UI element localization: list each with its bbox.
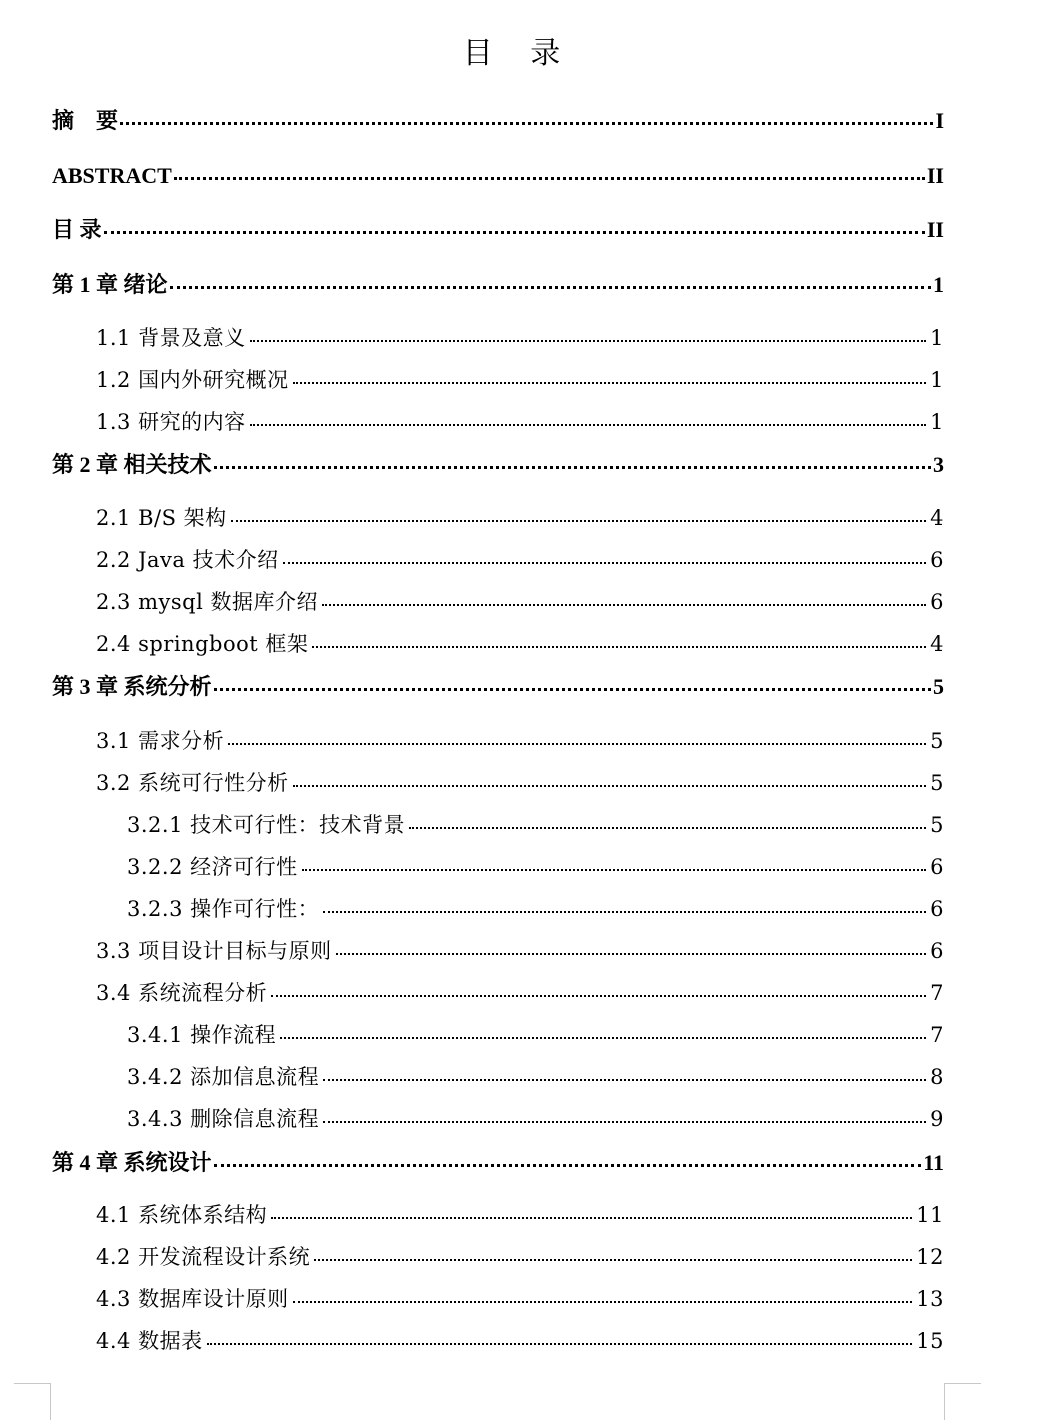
toc-dot-leader: [293, 366, 927, 387]
toc-entry-title: 4.1 系统体系结构: [96, 1203, 268, 1227]
toc-entry-title: 3.2.2 经济可行性: [127, 855, 298, 879]
toc-entry[interactable]: [127, 1103, 944, 1133]
toc-entry[interactable]: [52, 104, 944, 135]
toc-entry-page-number: 12: [916, 1245, 944, 1269]
toc-entry-page-number: 9: [930, 1107, 944, 1131]
toc-entry[interactable]: [127, 1061, 944, 1091]
toc-entry[interactable]: [52, 1146, 944, 1177]
toc-dot-leader: [214, 1148, 922, 1170]
toc-dot-leader: [271, 979, 926, 1000]
toc-entry-page-number: 6: [930, 590, 944, 614]
toc-entry-page-number: 5: [933, 674, 944, 699]
toc-dot-leader: [170, 270, 931, 292]
toc-entry[interactable]: [96, 725, 944, 755]
toc-entry[interactable]: [96, 1199, 944, 1229]
toc-entry-page-number: 7: [930, 1023, 944, 1047]
toc-entry[interactable]: [96, 502, 944, 532]
toc-entry-title: 3.2 系统可行性分析: [96, 771, 289, 795]
toc-entry-page-number: II: [926, 163, 944, 188]
toc-entry[interactable]: [96, 628, 944, 658]
toc-entry-title: 第 4 章 系统设计: [52, 1150, 212, 1175]
page-title: 目 录: [462, 36, 575, 71]
toc-entry-title: 3.4 系统流程分析: [96, 981, 268, 1005]
toc-entry[interactable]: [96, 1325, 944, 1355]
toc-entry-title: 摘 要: [52, 108, 119, 133]
toc-entry-page-number: 1: [933, 272, 944, 297]
toc-entry-page-number: 3: [933, 452, 944, 477]
toc-entry-title: 3.2.3 操作可行性：: [127, 897, 320, 921]
toc-entry-title: 3.4.2 添加信息流程: [127, 1065, 320, 1089]
toc-dot-leader: [314, 1243, 912, 1264]
toc-entry-title: 3.4.3 删除信息流程: [127, 1107, 320, 1131]
toc-dot-leader: [280, 1021, 926, 1042]
toc-entry-title: 第 2 章 相关技术: [52, 452, 212, 477]
toc-entry-page-number: 8: [930, 1065, 944, 1089]
toc-entry-page-number: 13: [916, 1287, 944, 1311]
toc-dot-leader: [214, 450, 931, 472]
toc-entry-page-number: 1: [930, 368, 944, 392]
toc-dot-leader: [293, 769, 927, 790]
toc-entry-page-number: 4: [930, 506, 944, 530]
toc-entry-title: 1.3 研究的内容: [96, 410, 246, 434]
toc-entry-page-number: 6: [930, 939, 944, 963]
page-corner-mark-right: [944, 1383, 981, 1420]
toc-dot-leader: [322, 588, 926, 609]
toc-entry[interactable]: [127, 1019, 944, 1049]
toc-dot-leader: [323, 895, 926, 916]
toc-entry-title: 3.1 需求分析: [96, 729, 225, 753]
toc-entry-title: 2.4 springboot 框架: [96, 632, 309, 656]
toc-entry[interactable]: [127, 893, 944, 923]
toc-entry-title: 4.3 数据库设计原则: [96, 1287, 289, 1311]
toc-dot-leader: [207, 1327, 913, 1348]
toc-entry-page-number: 5: [930, 771, 944, 795]
toc-entry[interactable]: [96, 406, 944, 436]
toc-dot-leader: [312, 630, 926, 651]
toc-entry-title: 4.2 开发流程设计系统: [96, 1245, 311, 1269]
toc-dot-leader: [409, 811, 926, 832]
toc-dot-leader: [250, 408, 927, 429]
toc-entry-page-number: II: [926, 217, 944, 242]
toc-dot-leader: [323, 1105, 926, 1126]
toc-entry[interactable]: [96, 322, 944, 352]
toc-entry-title: ABSTRACT: [52, 163, 172, 188]
toc-entry-title: 3.2.1 技术可行性：技术背景: [127, 813, 406, 837]
toc-entry-title: 2.3 mysql 数据库介绍: [96, 590, 318, 614]
toc-entry-title: 3.3 项目设计目标与原则: [96, 939, 332, 963]
toc-entry-page-number: 15: [916, 1329, 944, 1353]
toc-entry[interactable]: [52, 161, 944, 189]
toc-dot-leader: [283, 546, 927, 567]
toc-entry-title: 4.4 数据表: [96, 1329, 203, 1353]
toc-entry-page-number: 1: [930, 410, 944, 434]
toc-entry-page-number: 7: [930, 981, 944, 1005]
toc-entry-title: 第 3 章 系统分析: [52, 674, 212, 699]
toc-entry-page-number: 5: [930, 813, 944, 837]
toc-dot-leader: [336, 937, 927, 958]
toc-entry-page-number: 6: [930, 855, 944, 879]
toc-entry[interactable]: [96, 767, 944, 797]
toc-entry-page-number: 11: [916, 1203, 944, 1227]
page-corner-mark-left: [14, 1383, 51, 1420]
toc-dot-leader: [250, 324, 927, 345]
toc-entry[interactable]: [52, 670, 944, 701]
toc-entry-title: 1.2 国内外研究概况: [96, 368, 289, 392]
toc-dot-leader: [231, 504, 926, 525]
toc-entry-page-number: I: [935, 108, 944, 133]
toc-entry[interactable]: [52, 213, 944, 244]
toc-entry[interactable]: [96, 977, 944, 1007]
toc-dot-leader: [120, 106, 933, 128]
toc-entry[interactable]: [96, 1241, 944, 1271]
toc-dot-leader: [104, 215, 925, 237]
toc-dot-leader: [174, 161, 925, 183]
toc-dot-leader: [271, 1201, 912, 1222]
toc-entry-page-number: 1: [930, 326, 944, 350]
toc-dot-leader: [293, 1285, 913, 1306]
toc-entry-page-number: 4: [930, 632, 944, 656]
toc-entry[interactable]: [96, 935, 944, 965]
toc-entry[interactable]: [52, 268, 944, 299]
toc-entry[interactable]: [127, 851, 944, 881]
toc-entry-page-number: 5: [930, 729, 944, 753]
toc-dot-leader: [228, 727, 926, 748]
toc-entry[interactable]: [96, 586, 944, 616]
toc-entry-title: 目 录: [52, 217, 102, 242]
toc-entry-page-number: 6: [930, 548, 944, 572]
toc-entry[interactable]: [52, 448, 944, 479]
toc-entry-page-number: 11: [923, 1150, 944, 1175]
toc-entry[interactable]: [96, 1283, 944, 1313]
toc-dot-leader: [323, 1063, 926, 1084]
toc-entry-title: 2.2 Java 技术介绍: [96, 548, 279, 572]
toc-entry-title: 第 1 章 绪论: [52, 272, 168, 297]
toc-dot-leader: [214, 672, 931, 694]
toc-entry-title: 3.4.1 操作流程: [127, 1023, 277, 1047]
toc-entry[interactable]: [96, 544, 944, 574]
toc-dot-leader: [302, 853, 927, 874]
toc-entry-title: 1.1 背景及意义: [96, 326, 246, 350]
toc-entry[interactable]: [127, 809, 944, 839]
toc-entry[interactable]: [96, 364, 944, 394]
toc-entry-page-number: 6: [930, 897, 944, 921]
toc-entry-title: 2.1 B/S 架构: [96, 506, 227, 530]
